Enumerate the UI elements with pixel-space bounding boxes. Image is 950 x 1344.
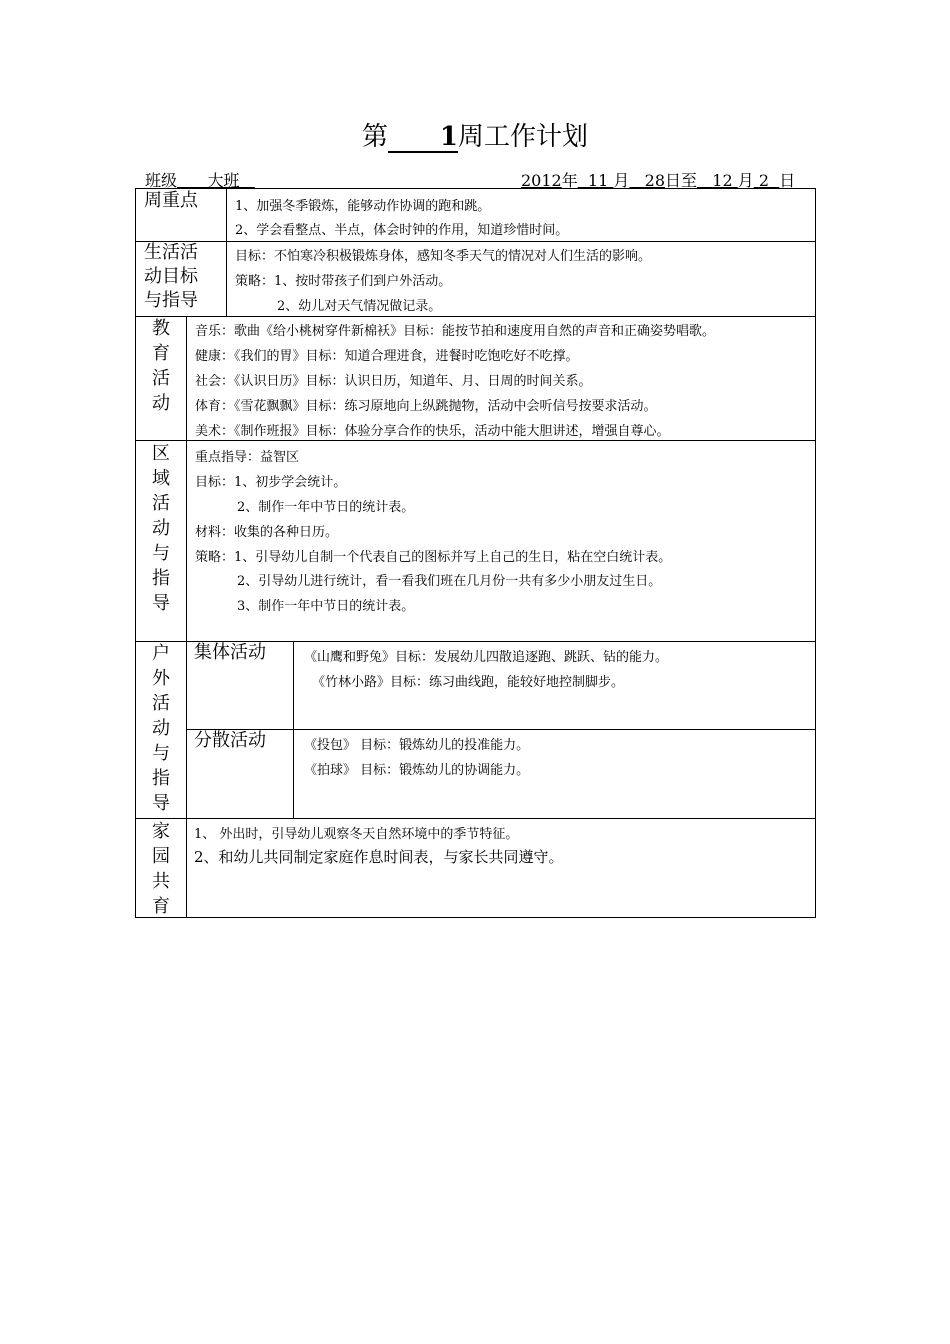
education-line: 社会：《认识日历》目标：认识日历，知道年、月、日周的时间关系。 xyxy=(195,374,592,389)
week-number: 1 xyxy=(388,123,458,153)
area-line: 2、制作一年中节日的统计表。 xyxy=(237,500,415,515)
education-label: 教 育 活 动 xyxy=(152,318,170,414)
week-focus-line: 1、加强冬季锻炼，能够动作协调的跑和跳。 xyxy=(235,199,491,214)
group-activity-line: 《山鹰和野兔》目标：发展幼儿四散追逐跑、跳跃、钻的能力。 xyxy=(304,650,669,665)
row-divider xyxy=(136,818,815,819)
area-line: 3、制作一年中节日的统计表。 xyxy=(237,599,415,614)
home-line: 2、和幼儿共同制定家庭作息时间表，与家长共同遵守。 xyxy=(194,848,564,866)
end-month: 12 xyxy=(712,171,733,190)
education-line: 体育：《雪花飘飘》目标：练习原地向上纵跳抛物，活动中会听信号按要求活动。 xyxy=(195,399,657,414)
col-divider xyxy=(186,316,187,917)
education-line: 美术：《制作班报》目标：体验分享合作的快乐，活动中能大胆讲述，增强自尊心。 xyxy=(195,424,670,439)
area-line: 目标：1、初步学会统计。 xyxy=(195,475,347,490)
title-prefix: 第 xyxy=(361,122,388,152)
title-suffix: 周工作计划 xyxy=(458,122,589,152)
end-day: 2 xyxy=(758,171,770,190)
life-line: 目标：不怕寒冷积极锻炼身体，感知冬季天气的情况对人们生活的影响。 xyxy=(235,249,652,264)
page-title xyxy=(0,116,950,153)
group-activity-label: 集体活动 xyxy=(194,642,266,663)
start-day: 28 xyxy=(644,171,665,190)
row-divider xyxy=(136,316,815,317)
education-line: 健康：《我们的胃》目标：知道合理进食，进餐时吃饱吃好不吃撑。 xyxy=(195,349,579,364)
home-line: 1、 外出时，引导幼儿观察冬天自然环境中的季节特征。 xyxy=(194,827,519,842)
col-divider xyxy=(293,641,294,818)
group-activity-line: 《竹林小路》目标：练习曲线跑，能较好地控制脚步。 xyxy=(312,675,625,690)
week-focus-line: 2、学会看整点、半点，体会时钟的作用，知道珍惜时间。 xyxy=(235,223,569,238)
plan-table xyxy=(135,188,816,918)
education-line: 音乐：歌曲《给小桃树穿件新棉袄》目标：能按节拍和速度用自然的声音和正确姿势唱歌。 xyxy=(195,324,716,339)
week-focus-label: 周重点 xyxy=(144,190,198,211)
life-label-line: 生活活 xyxy=(144,242,198,263)
area-line: 重点指导：益智区 xyxy=(195,450,300,465)
outdoor-label: 户 外 活 动 与 指 导 xyxy=(152,643,170,814)
col-divider xyxy=(226,189,227,316)
area-line: 材料：收集的各种日历。 xyxy=(195,525,339,540)
life-label-line: 动目标 xyxy=(144,266,198,287)
free-activity-label: 分散活动 xyxy=(194,730,266,751)
date-range: 2012年 11 月 28日至 12 月 2 日 xyxy=(521,171,796,190)
life-label-line: 与指导 xyxy=(144,290,198,311)
free-activity-line: 《投包》 目标：锻炼幼儿的投准能力。 xyxy=(304,738,530,753)
area-label: 区 域 活 动 与 指 导 xyxy=(152,443,170,614)
area-line: 2、引导幼儿进行统计，看一看我们班在几月份一共有多少小朋友过生日。 xyxy=(237,574,662,589)
life-line: 策略：1、按时带孩子们到户外活动。 xyxy=(235,274,452,289)
row-divider xyxy=(186,729,815,730)
class-label: 班级 xyxy=(145,171,178,190)
area-line: 策略：1、引导幼儿自制一个代表自己的图标并写上自己的生日，粘在空白统计表。 xyxy=(195,550,672,565)
class-value: 大班 xyxy=(207,171,240,190)
year: 2012 xyxy=(521,171,562,190)
life-line: 2、幼儿对天气情况做记录。 xyxy=(277,299,442,314)
free-activity-line: 《拍球》 目标：锻炼幼儿的协调能力。 xyxy=(304,763,530,778)
start-month: 11 xyxy=(587,171,609,190)
home-label: 家 园 共 育 xyxy=(152,821,170,917)
